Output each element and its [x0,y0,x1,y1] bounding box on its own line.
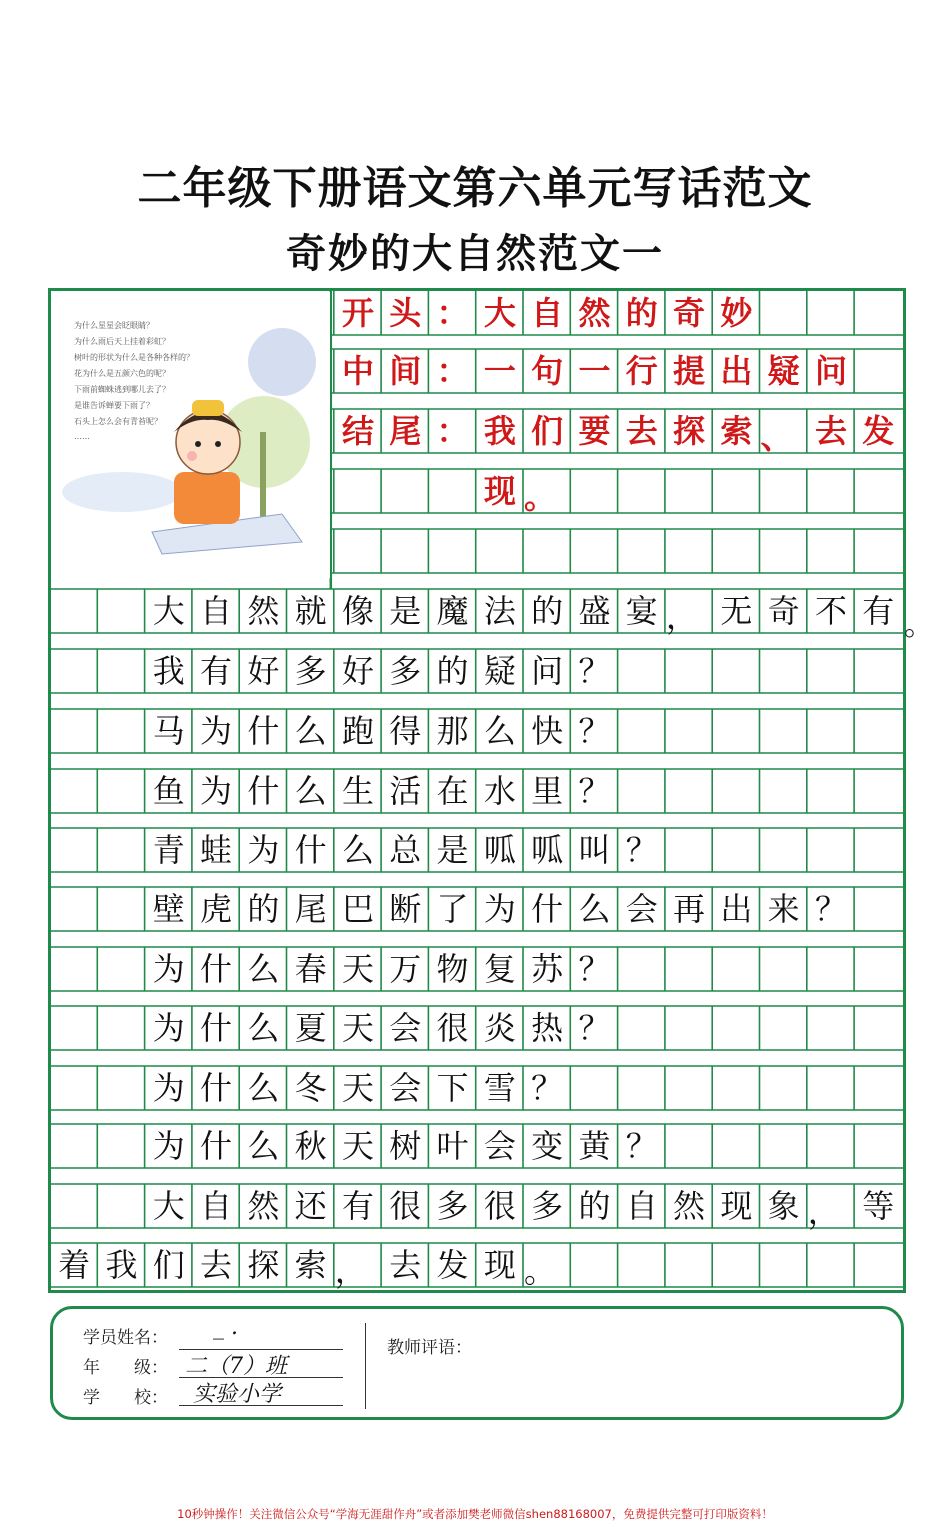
essay-overflow-period: 。 [904,608,934,643]
grid-character: 什 [247,772,280,810]
grid-character: 苏 [531,950,564,988]
grid-character: 活 [389,772,422,810]
grid-character: 我 [105,1246,138,1284]
grid-character: 为 [247,831,280,869]
grid-character: 热 [531,1009,564,1047]
grid-character: 么 [247,950,280,988]
grid-character: 么 [247,1127,280,1165]
grid-character: 跑 [341,712,374,750]
grid-character: 自 [200,1187,233,1225]
grid-character: 会 [483,1127,516,1165]
grid-character: 天 [341,950,374,988]
grid-character: 提 [673,352,706,390]
school-value: 实验小学 [193,1382,282,1407]
student-info-box [50,1306,904,1420]
grid-character: 什 [531,890,564,928]
grid-character: 间 [389,352,422,390]
grid-character: 开 [341,294,374,332]
grid-character: 索 [294,1246,327,1284]
grid-character: 多 [389,652,422,690]
grid-character: 为 [152,950,185,988]
grid-character: 很 [389,1187,422,1225]
grid-character: 现 [720,1187,753,1225]
grid-character: ？ [578,712,611,750]
grid-character: 来 [767,890,800,928]
grid-character: ： [436,294,469,332]
grid-character: 探 [673,412,706,450]
illustration-caption-line: …… [74,432,90,441]
grid-character: 尾 [294,890,327,928]
grid-character: 什 [200,950,233,988]
grid-character: 雪 [483,1069,516,1107]
grid-character: 自 [625,1187,658,1225]
grid-character: 什 [200,1009,233,1047]
grid-character: 水 [483,772,516,810]
grid-character: 着 [58,1246,91,1284]
grid-character: 蛙 [200,831,233,869]
grid-character: 呱 [531,831,564,869]
illustration-caption-line: 下雨前蜘蛛逃到哪儿去了？ [74,385,170,394]
grid-character: 多 [531,1187,564,1225]
grid-character: 有 [200,652,233,690]
tree-icon-1 [248,328,316,396]
grade-label: 年 级： [83,1358,168,1378]
grid-character: 法 [483,592,516,630]
grid-character: 的 [436,652,469,690]
grid-character: 的 [247,890,280,928]
grid-character: 天 [341,1127,374,1165]
grid-character: 树 [389,1127,422,1165]
illustration-caption-line: 为什么雨后天上挂着彩虹？ [74,337,170,346]
grid-character: 快 [531,712,564,750]
grid-character: 出 [720,352,753,390]
grid-character: 、 [760,418,793,456]
grid-character: 我 [483,412,516,450]
grid-character: 鱼 [152,772,185,810]
grid-character: 们 [531,412,564,450]
grid-character: ， [665,598,698,636]
grid-character: 无 [720,592,753,630]
grid-character: 中 [341,352,374,390]
grid-character: 的 [625,294,658,332]
grid-character: 天 [341,1069,374,1107]
grid-character: 是 [436,831,469,869]
page-title: 二年级下册语文第六单元写话范文 [137,163,813,214]
grid-character: 有 [862,592,895,630]
illustration-caption-line: 为什么星星会眨眼睛？ [74,321,154,330]
grid-character: 炎 [483,1009,516,1047]
page-subtitle: 奇妙的大自然范文一 [286,230,664,277]
grid-character: 什 [200,1127,233,1165]
grid-character: ？ [531,1069,564,1107]
grid-character: 在 [436,772,469,810]
grid-character: 盛 [578,592,611,630]
grade-value: 二（7）班 [185,1354,287,1379]
grid-character: 发 [862,412,895,450]
grid-character: 就 [294,592,327,630]
grid-character: 魔 [436,592,469,630]
illustration-caption-line: 树叶的形状为什么是各种各样的？ [74,353,194,362]
grid-character: 好 [247,652,280,690]
footer-note: 10秒钟操作！关注微信公众号“学海无涯甜作舟”或者添加樊老师微信shen88168007，免费提供完整可打印版资料！ [177,1507,773,1521]
name-label: 学员姓名： [83,1328,168,1348]
grid-character: 壁 [152,890,185,928]
grid-character: 好 [341,652,374,690]
grid-character: 一 [483,352,516,390]
school-underline [179,1405,343,1406]
grid-character: 一 [578,352,611,390]
grid-character: 发 [436,1246,469,1284]
grid-character: 像 [341,592,374,630]
grid-character: 巴 [341,890,374,928]
grid-character: ？ [625,831,658,869]
grid-character: 什 [294,831,327,869]
grid-character: 然 [673,1187,706,1225]
grid-character: 冬 [294,1069,327,1107]
grid-character: 叶 [436,1127,469,1165]
grid-character: 为 [200,712,233,750]
grid-character: 那 [436,712,469,750]
grid-character: 然 [578,294,611,332]
grid-character: 总 [389,831,422,869]
school-label: 学 校： [83,1388,168,1408]
teacher-comment-label: 教师评语： [387,1338,472,1358]
grid-character: 探 [247,1246,280,1284]
illustration-drawing [52,292,330,578]
grid-character: 呱 [483,831,516,869]
grid-character: 了 [436,890,469,928]
grid-character: 头 [389,294,422,332]
grid-character: 为 [152,1069,185,1107]
illustration [52,292,330,578]
grid-character: 天 [341,1009,374,1047]
child-cap [192,400,224,416]
grid-character: 还 [294,1187,327,1225]
grid-character: 奇 [673,294,706,332]
grid-character: 疑 [767,352,800,390]
grid-character: 万 [389,950,422,988]
grid-character: 多 [294,652,327,690]
child-eye-left [195,441,201,447]
grid-character: 大 [152,1187,185,1225]
grid-character: 么 [294,712,327,750]
info-divider [365,1323,366,1409]
grid-character: 青 [152,831,185,869]
cloud-shape [62,472,182,512]
grid-character: 虎 [200,890,233,928]
grid-character: 去 [389,1246,422,1284]
grid-character: 妙 [720,294,753,332]
grid-character: 再 [673,890,706,928]
grid-character: 秋 [294,1127,327,1165]
grid-character: 为 [152,1009,185,1047]
grid-character: 会 [389,1009,422,1047]
illustration-caption-line: 花为什么是五颜六色的呢？ [74,369,170,378]
child-shirt [174,472,240,524]
grid-character: ？ [625,1127,658,1165]
grid-character: 得 [389,712,422,750]
grid-character: 是 [389,592,422,630]
grid-character: 什 [200,1069,233,1107]
grid-character: 断 [389,890,422,928]
grid-character: 自 [531,294,564,332]
grid-character: 会 [625,890,658,928]
grid-character: 大 [152,592,185,630]
grid-character: 么 [483,712,516,750]
grid-character: 的 [578,1187,611,1225]
grid-character: 去 [814,412,847,450]
grid-character: 为 [152,1127,185,1165]
name-value: _ . [213,1315,238,1340]
grid-character: 为 [200,772,233,810]
grid-character: 自 [200,592,233,630]
grid-character: ？ [578,652,611,690]
grid-character: 句 [531,352,564,390]
grid-character: 的 [531,592,564,630]
grid-character: 等 [862,1187,895,1225]
grid-character: 什 [247,712,280,750]
grid-character: ？ [578,772,611,810]
grid-character: 问 [531,652,564,690]
grid-character: 奇 [767,592,800,630]
grid-character: 会 [389,1069,422,1107]
grid-character: ？ [578,1009,611,1047]
grid-character: 很 [436,1009,469,1047]
grid-character: 叫 [578,831,611,869]
grid-character: 出 [720,890,753,928]
grid-character: ： [436,412,469,450]
grid-character: 复 [483,950,516,988]
grid-character: 物 [436,950,469,988]
grid-character: 行 [625,352,658,390]
grid-character: ？ [578,950,611,988]
illustration-caption-line: 是谁告诉蝉要下雨了？ [74,401,154,410]
grid-character: 马 [152,712,185,750]
grid-character: 问 [814,352,847,390]
grid-character: 变 [531,1127,564,1165]
grid-character: 宴 [625,592,658,630]
grid-character: 要 [578,412,611,450]
grid-character: 疑 [483,652,516,690]
child-eye-right [215,441,221,447]
grid-character: 么 [247,1069,280,1107]
grid-character: 然 [247,592,280,630]
grid-character: 多 [436,1187,469,1225]
grid-character: 。 [524,478,557,516]
grid-character: 有 [341,1187,374,1225]
grid-character: 么 [294,772,327,810]
grid-character: ？ [814,890,847,928]
grid-character: 然 [247,1187,280,1225]
grid-character: ， [334,1252,367,1290]
child-cheek [187,451,197,461]
grid-character: 么 [578,890,611,928]
grid-character: 夏 [294,1009,327,1047]
grid-character: 索 [720,412,753,450]
grid-character: ， [807,1193,840,1231]
grid-character: 结 [341,412,374,450]
grid-character: 春 [294,950,327,988]
grid-character: 现 [483,472,516,510]
grid-character: 去 [200,1246,233,1284]
grid-character: 现 [483,1246,516,1284]
grid-character: 。 [524,1252,557,1290]
illustration-caption-line: 石头上怎么会有青苔呢？ [74,417,162,426]
grid-character: 生 [341,772,374,810]
grid-character: 里 [531,772,564,810]
grid-character: 很 [483,1187,516,1225]
grid-character: 黄 [578,1127,611,1165]
grid-character: 象 [767,1187,800,1225]
grid-character: 去 [625,412,658,450]
grid-character: 不 [814,592,847,630]
grid-character: 为 [483,890,516,928]
grid-character: 么 [247,1009,280,1047]
grid-character: 我 [152,652,185,690]
grid-character: 们 [152,1246,185,1284]
grid-character: 么 [341,831,374,869]
grid-character: 下 [436,1069,469,1107]
grid-character: 尾 [389,412,422,450]
grid-character: ： [436,352,469,390]
grid-character: 大 [483,294,516,332]
